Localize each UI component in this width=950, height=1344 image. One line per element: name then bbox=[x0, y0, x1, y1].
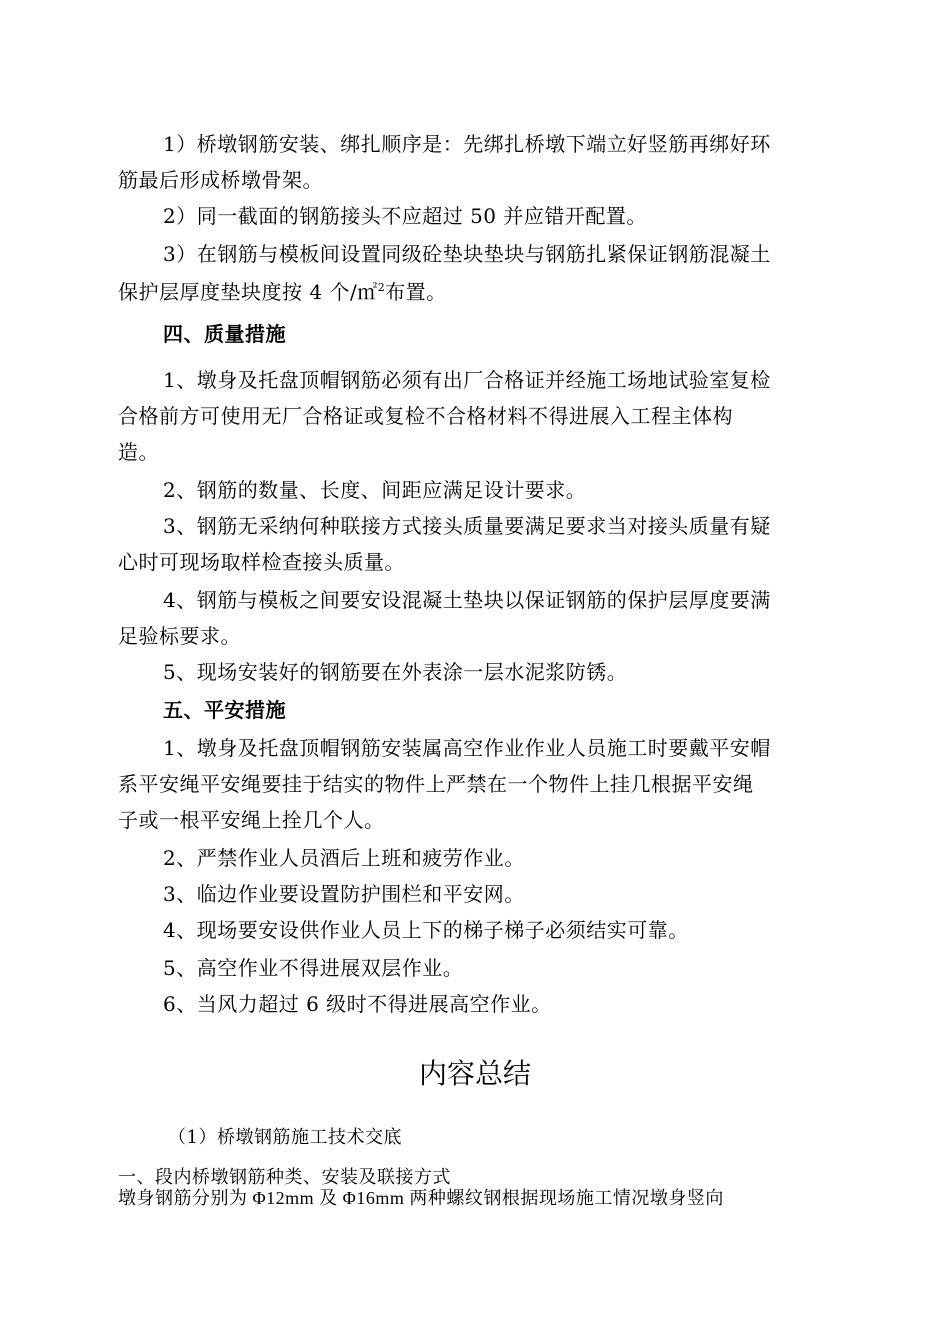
install-item-2: 2）同一截面的钢筋接头不应超过 50 并应错开配置。 bbox=[163, 204, 647, 228]
summary-line-2: 墩身钢筋分别为 Φ12mm 及 Φ16mm 两种螺纹钢根据现场施工情况墩身竖向 bbox=[118, 1188, 724, 1208]
quality-item-3-line-1: 3、钢筋无采纳何种联接方式接头质量要满足要求当对接头质量有疑 bbox=[163, 514, 771, 538]
quality-item-1-line-2: 合格前方可使用无厂合格证或复检不合格材料不得进展入工程主体构 bbox=[118, 404, 733, 428]
summary-title: 内容总结 bbox=[418, 1057, 531, 1090]
safety-item-5: 5、高空作业不得进展双层作业。 bbox=[163, 956, 464, 980]
quality-item-5: 5、现场安装好的钢筋要在外表涂一层水泥浆防锈。 bbox=[163, 660, 628, 684]
safety-item-2: 2、严禁作业人员酒后上班和疲劳作业。 bbox=[163, 846, 525, 870]
install-item-1-line-1: 1）桥墩钢筋安装、绑扎顺序是：先绑扎桥墩下端立好竖筋再绑好环 bbox=[163, 132, 771, 156]
summary-subtitle: （1）桥墩钢筋施工技术交底 bbox=[168, 1127, 402, 1148]
summary-line-1: 一、段内桥墩钢筋种类、安装及联接方式 bbox=[118, 1167, 451, 1188]
install-item-3-line-1: 3）在钢筋与模板间设置同级砼垫块垫块与钢筋扎紧保证钢筋混凝土 bbox=[163, 242, 771, 266]
quality-item-4-line-1: 4、钢筋与模板之间要安设混凝土垫块以保证钢筋的保护层厚度要满 bbox=[163, 588, 771, 612]
safety-item-6: 6、当风力超过 6 级时不得进展高空作业。 bbox=[163, 992, 552, 1016]
install-item-3-text-end: 布置。 bbox=[385, 280, 447, 304]
quality-item-4-line-2: 足验标要求。 bbox=[118, 624, 241, 648]
safety-item-3: 3、临边作业要设置防护围栏和平安网。 bbox=[163, 882, 525, 906]
quality-item-2: 2、钢筋的数量、长度、间距应满足设计要求。 bbox=[163, 478, 587, 502]
quality-item-3-line-2: 心时可现场取样检查接头质量。 bbox=[118, 550, 405, 574]
safety-item-4: 4、现场要安设供作业人员上下的梯子梯子必须结实可靠。 bbox=[163, 918, 689, 942]
install-item-3-line-2 bbox=[118, 278, 447, 306]
safety-heading: 五、平安措施 bbox=[163, 698, 286, 722]
superscript-2: 2 bbox=[377, 281, 386, 294]
safety-item-1-line-2: 系平安绳平安绳要挂于结实的物件上严禁在一个物件上挂几根据平安绳 bbox=[118, 772, 754, 796]
install-item-1-line-2: 筋最后形成桥墩骨架。 bbox=[118, 168, 323, 192]
safety-item-1-line-3: 子或一根平安绳上拴几个人。 bbox=[118, 808, 385, 832]
install-item-3-text: 保护层厚度垫块度按 4 个/㎡ bbox=[118, 280, 378, 304]
safety-item-1-line-1: 1、墩身及托盘顶帽钢筋安装属高空作业作业人员施工时要戴平安帽 bbox=[163, 736, 771, 760]
quality-heading: 四、质量措施 bbox=[163, 322, 286, 346]
quality-item-1-line-3: 造。 bbox=[118, 440, 159, 464]
quality-item-1-line-1: 1、墩身及托盘顶帽钢筋必须有出厂合格证并经施工场地试验室复检 bbox=[163, 368, 771, 392]
